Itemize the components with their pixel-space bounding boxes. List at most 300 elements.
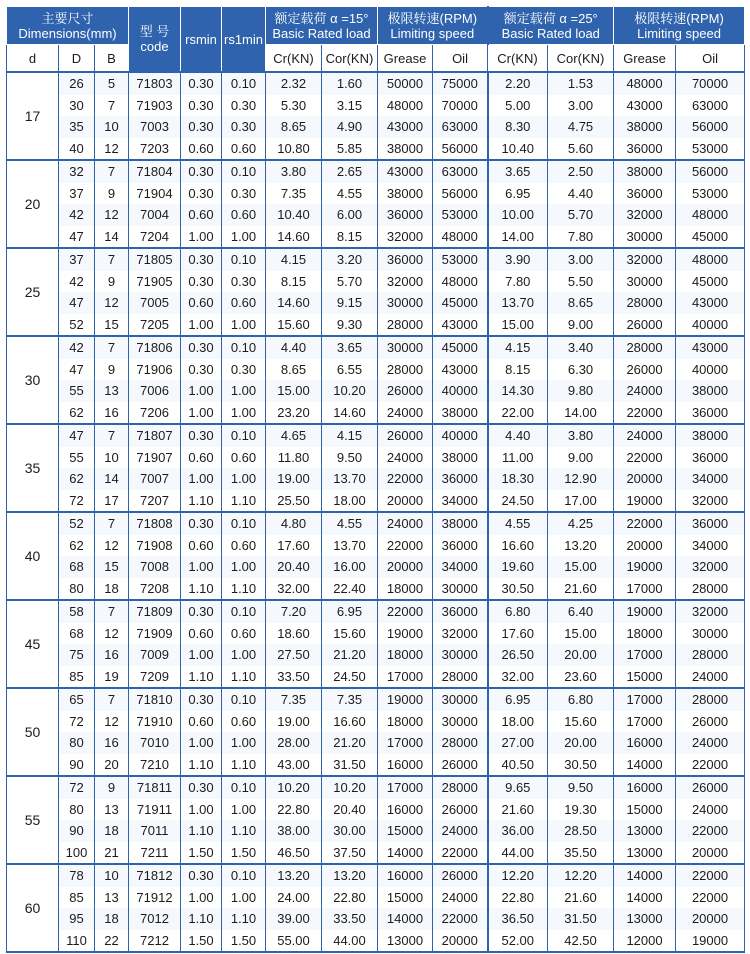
cr-15-cell: 25.50: [266, 490, 322, 513]
oil-25-cell: 36000: [676, 402, 745, 425]
grease-15-cell: 32000: [378, 271, 433, 293]
bore-d-header: d: [7, 45, 59, 73]
rsmin-cell: 0.30: [181, 248, 222, 271]
rs1min-cell: 1.00: [222, 402, 266, 425]
rsmin-cell: 1.00: [181, 732, 222, 754]
grease-25-cell: 32000: [614, 204, 676, 226]
rsmin-cell: 0.30: [181, 116, 222, 138]
oil-15-cell: 26000: [433, 799, 488, 821]
cor-25-cell: 21.60: [548, 887, 614, 909]
cor-25-cell: 9.00: [548, 314, 614, 337]
bore-d-cell: 60: [7, 864, 59, 952]
rsmin-cell: 1.00: [181, 226, 222, 249]
width-B-cell: 7: [95, 688, 129, 711]
rsmin-cell: 1.00: [181, 402, 222, 425]
outer-D-cell: 65: [59, 688, 95, 711]
cr-15-cell: 39.00: [266, 908, 322, 930]
cor-25-cell: 12.20: [548, 864, 614, 887]
table-row: [7, 556, 745, 578]
cr-25-cell: 5.00: [488, 95, 548, 117]
grease-25-cell: 19000: [614, 490, 676, 513]
cr-15-cell: 18.60: [266, 623, 322, 645]
rsmin-cell: 0.30: [181, 359, 222, 381]
cr-25-cell: 10.00: [488, 204, 548, 226]
grease-25-cell: 43000: [614, 95, 676, 117]
cor-25-cell: 14.00: [548, 402, 614, 425]
table-row: [7, 887, 745, 909]
cr-25-cell: 27.00: [488, 732, 548, 754]
cor-25-cell: 15.00: [548, 623, 614, 645]
cr-15-cell: 8.65: [266, 359, 322, 381]
grease-25-cell: 22000: [614, 402, 676, 425]
cr-25-cell: 21.60: [488, 799, 548, 821]
table-row: [7, 292, 745, 314]
cor-25-cell: 30.50: [548, 754, 614, 777]
cor-15-cell: 9.50: [322, 447, 378, 469]
width-B-cell: 18: [95, 908, 129, 930]
cr-15-cell: 17.60: [266, 535, 322, 557]
cor-25-cell: 3.80: [548, 424, 614, 447]
table-row: [7, 864, 745, 887]
bore-d-cell: 40: [7, 512, 59, 600]
outer-D-cell: 78: [59, 864, 95, 887]
cor-15-cell: 33.50: [322, 908, 378, 930]
table-row: [7, 424, 745, 447]
cor-15-cell: 4.55: [322, 512, 378, 535]
width-B-cell: 9: [95, 183, 129, 205]
oil-15-cell: 56000: [433, 138, 488, 161]
rs1min-cell: 1.00: [222, 887, 266, 909]
oil-15-cell: 34000: [433, 490, 488, 513]
rs1min-cell: 0.10: [222, 688, 266, 711]
code-cell: 7210: [129, 754, 181, 777]
oil-25-cell: 20000: [676, 842, 745, 865]
outer-D-cell: 47: [59, 359, 95, 381]
width-B-cell: 16: [95, 402, 129, 425]
table-row: [7, 468, 745, 490]
outer-D-cell: 72: [59, 711, 95, 733]
rsmin-cell: 1.00: [181, 887, 222, 909]
grease-15-cell: 17000: [378, 776, 433, 799]
rated-load-25-cn: 额定载荷 α =25°: [503, 10, 598, 26]
grease-25-cell: 22000: [614, 447, 676, 469]
rs1min-cell: 0.60: [222, 535, 266, 557]
width-B-cell: 10: [95, 447, 129, 469]
cr-15-cell: 33.50: [266, 666, 322, 689]
cor-25-cell: 12.90: [548, 468, 614, 490]
width-B-cell: 7: [95, 95, 129, 117]
code-cell: 7011: [129, 820, 181, 842]
width-B-cell: 7: [95, 512, 129, 535]
code-cell: 71911: [129, 799, 181, 821]
oil-15-cell: 30000: [433, 578, 488, 601]
width-B-cell: 7: [95, 424, 129, 447]
table-row: [7, 930, 745, 953]
outer-D-cell: 42: [59, 271, 95, 293]
rs1min-cell: 0.10: [222, 424, 266, 447]
code-cell: 7204: [129, 226, 181, 249]
grease-15-cell: 36000: [378, 204, 433, 226]
cr-15-cell: 4.80: [266, 512, 322, 535]
table-body: [7, 72, 745, 952]
oil-25-cell: 22000: [676, 754, 745, 777]
width-B-header: B: [95, 45, 129, 73]
width-B-cell: 7: [95, 160, 129, 183]
oil-15-cell: 26000: [433, 754, 488, 777]
oil-15-cell: 38000: [433, 512, 488, 535]
grease-25-cell: 38000: [614, 116, 676, 138]
oil-25-cell: 48000: [676, 248, 745, 271]
grease-15-cell: 38000: [378, 183, 433, 205]
outer-D-cell: 40: [59, 138, 95, 161]
oil-25-cell: 22000: [676, 820, 745, 842]
oil-15-cell: 48000: [433, 226, 488, 249]
rsmin-cell: 0.30: [181, 512, 222, 535]
cr-25-cell: 52.00: [488, 930, 548, 953]
table-row: [7, 512, 745, 535]
table-row: [7, 711, 745, 733]
rsmin-cell: 1.00: [181, 380, 222, 402]
code-cell: 7003: [129, 116, 181, 138]
cor-15-cell: 4.55: [322, 183, 378, 205]
grease-15-cell: 18000: [378, 644, 433, 666]
width-B-cell: 9: [95, 776, 129, 799]
cr-25-cell: 14.30: [488, 380, 548, 402]
rsmin-cell: 0.30: [181, 776, 222, 799]
outer-D-cell: 68: [59, 623, 95, 645]
cr-25-cell: 8.15: [488, 359, 548, 381]
oil-25-cell: 34000: [676, 468, 745, 490]
width-B-cell: 14: [95, 468, 129, 490]
width-B-cell: 13: [95, 380, 129, 402]
cor-15-cell: 18.00: [322, 490, 378, 513]
grease-15-cell: 19000: [378, 688, 433, 711]
cr-25-cell: 9.65: [488, 776, 548, 799]
oil-25-cell: 36000: [676, 447, 745, 469]
cr-25-cell: 19.60: [488, 556, 548, 578]
code-cell: 71904: [129, 183, 181, 205]
grease-15-cell: 20000: [378, 490, 433, 513]
dimensions-header-en: Dimensions(mm): [18, 25, 117, 41]
rsmin-cell: 1.00: [181, 314, 222, 337]
rs1min-cell: 0.30: [222, 183, 266, 205]
width-B-cell: 18: [95, 578, 129, 601]
cor-15-cell: 9.30: [322, 314, 378, 337]
cor-15-cell: 13.20: [322, 864, 378, 887]
code-cell: 71907: [129, 447, 181, 469]
rs1min-cell: 1.50: [222, 842, 266, 865]
grease-25-cell: 24000: [614, 380, 676, 402]
rs1min-cell: 1.00: [222, 468, 266, 490]
grease-15-cell: 13000: [378, 930, 433, 953]
table-row: [7, 754, 745, 777]
cor-25-cell: 4.25: [548, 512, 614, 535]
cr-15-cell: 2.32: [266, 72, 322, 95]
cr-25-cell: 44.00: [488, 842, 548, 865]
rs1min-cell: 0.30: [222, 116, 266, 138]
cor-25-cell: 23.60: [548, 666, 614, 689]
grease-25-cell: 36000: [614, 183, 676, 205]
oil-15-cell: 70000: [433, 95, 488, 117]
width-B-cell: 19: [95, 666, 129, 689]
rated-load-25-header: [488, 7, 614, 45]
cr-25-cell: 4.40: [488, 424, 548, 447]
bore-d-cell: 55: [7, 776, 59, 864]
oil-25-cell: 53000: [676, 138, 745, 161]
cr-15-cell: 22.80: [266, 799, 322, 821]
grease-25-cell: 24000: [614, 424, 676, 447]
cor-15-cell: 30.00: [322, 820, 378, 842]
code-cell: 7012: [129, 908, 181, 930]
cr-25-cell: 4.55: [488, 512, 548, 535]
rs1min-cell: 1.00: [222, 799, 266, 821]
rsmin-cell: 1.00: [181, 556, 222, 578]
cor-25-cell: 5.50: [548, 271, 614, 293]
cr-15-cell: 15.00: [266, 380, 322, 402]
oil-25-cell: 26000: [676, 711, 745, 733]
cr-25-cell: 6.95: [488, 688, 548, 711]
oil-15-cell: 34000: [433, 556, 488, 578]
table-row: [7, 336, 745, 359]
cr-25-cell: 13.70: [488, 292, 548, 314]
grease-15-cell: 19000: [378, 623, 433, 645]
outer-D-cell: 37: [59, 183, 95, 205]
oil-25-cell: 32000: [676, 490, 745, 513]
cor-15-cell: 5.70: [322, 271, 378, 293]
cor-25-cell: 5.70: [548, 204, 614, 226]
table-row: [7, 666, 745, 689]
rated-load-15-header: [266, 7, 378, 45]
outer-D-cell: 26: [59, 72, 95, 95]
grease-25-cell: 26000: [614, 359, 676, 381]
width-B-cell: 12: [95, 292, 129, 314]
grease-15-cell: 28000: [378, 314, 433, 337]
cor-15-cell: 1.60: [322, 72, 378, 95]
table-row: [7, 359, 745, 381]
oil-15-cell: 20000: [433, 930, 488, 953]
oil-25-cell: 56000: [676, 160, 745, 183]
oil-15-cell: 36000: [433, 468, 488, 490]
cr-15-cell: 32.00: [266, 578, 322, 601]
code-cell: 7009: [129, 644, 181, 666]
rs1min-cell: 0.60: [222, 292, 266, 314]
cor-15-cell: 13.70: [322, 468, 378, 490]
grease-15-cell: 36000: [378, 248, 433, 271]
grease-15-cell: 15000: [378, 887, 433, 909]
table-row: [7, 490, 745, 513]
grease-15-cell: 16000: [378, 754, 433, 777]
code-header-cn: 型 号: [139, 24, 170, 39]
cor-15-cell: 3.15: [322, 95, 378, 117]
cr-25-cell: 18.30: [488, 468, 548, 490]
cor-15-cell: 14.60: [322, 402, 378, 425]
grease-15-cell: 22000: [378, 600, 433, 623]
oil-25-cell: 32000: [676, 556, 745, 578]
code-cell: 71804: [129, 160, 181, 183]
rs1min-cell: 0.10: [222, 160, 266, 183]
rs1min-cell: 1.10: [222, 578, 266, 601]
rs1min-cell: 0.10: [222, 72, 266, 95]
cor-15-cell: 5.85: [322, 138, 378, 161]
grease-15-cell: 32000: [378, 226, 433, 249]
cr-25-cell: 22.00: [488, 402, 548, 425]
outer-D-cell: 100: [59, 842, 95, 865]
width-B-cell: 10: [95, 864, 129, 887]
code-cell: 7209: [129, 666, 181, 689]
grease-15-cell: 17000: [378, 666, 433, 689]
outer-D-cell: 42: [59, 204, 95, 226]
cr-15-cell: 10.80: [266, 138, 322, 161]
grease-15-cell: 24000: [378, 402, 433, 425]
code-cell: 71912: [129, 887, 181, 909]
outer-D-cell: 62: [59, 402, 95, 425]
outer-D-cell: 72: [59, 490, 95, 513]
oil-15-cell: 36000: [433, 535, 488, 557]
table-row: [7, 799, 745, 821]
code-header: [129, 7, 181, 73]
oil-25-cell: 28000: [676, 578, 745, 601]
oil-15-cell: 28000: [433, 776, 488, 799]
table-row: [7, 226, 745, 249]
grease-15-cell: 28000: [378, 359, 433, 381]
grease-25-cell: 48000: [614, 72, 676, 95]
rsmin-cell: 0.30: [181, 336, 222, 359]
table-row: [7, 908, 745, 930]
cr-15-cell: 46.50: [266, 842, 322, 865]
width-B-cell: 15: [95, 314, 129, 337]
cr-15-cell: 43.00: [266, 754, 322, 777]
code-header-en: code: [140, 39, 169, 54]
grease-25-cell: 15000: [614, 799, 676, 821]
bore-d-cell: 20: [7, 160, 59, 248]
cr-15-cell: 4.15: [266, 248, 322, 271]
outer-D-cell: 58: [59, 600, 95, 623]
cor-25-cell: 31.50: [548, 908, 614, 930]
rs1min-cell: 1.50: [222, 930, 266, 953]
oil-15-cell: 28000: [433, 666, 488, 689]
bore-d-cell: 50: [7, 688, 59, 776]
grease-25-cell: 19000: [614, 556, 676, 578]
width-B-cell: 9: [95, 359, 129, 381]
grease-15-cell: 26000: [378, 380, 433, 402]
cr-15-cell: 7.35: [266, 183, 322, 205]
cor-25-cell: 17.00: [548, 490, 614, 513]
rsmin-cell: 1.10: [181, 490, 222, 513]
cor-15-cell: 22.40: [322, 578, 378, 601]
table-row: [7, 116, 745, 138]
rated-load-15-en: Basic Rated load: [272, 25, 371, 41]
grease-25-cell: 38000: [614, 160, 676, 183]
grease-25-cell: 30000: [614, 226, 676, 249]
grease-25-cell: 12000: [614, 930, 676, 953]
rs1min-header: rs1min: [222, 7, 266, 73]
cor-25-cell: 3.00: [548, 95, 614, 117]
cr-25-cell: 30.50: [488, 578, 548, 601]
cr-25-cell: 40.50: [488, 754, 548, 777]
dimensions-header: [7, 7, 129, 45]
outer-D-cell: 95: [59, 908, 95, 930]
grease-25-cell: 18000: [614, 623, 676, 645]
grease-25-cell: 17000: [614, 688, 676, 711]
code-cell: 7203: [129, 138, 181, 161]
rsmin-cell: 0.30: [181, 183, 222, 205]
grease-25-cell: 28000: [614, 336, 676, 359]
cor-15-cell: 21.20: [322, 644, 378, 666]
cor-25-cell: 2.50: [548, 160, 614, 183]
rs1min-cell: 0.60: [222, 447, 266, 469]
grease-25-cell: 14000: [614, 754, 676, 777]
limiting-speed-15-en: Limiting speed: [390, 25, 475, 41]
oil-15-cell: 63000: [433, 116, 488, 138]
cor-15-cell: 4.90: [322, 116, 378, 138]
oil-15-cell: 28000: [433, 732, 488, 754]
oil-15-header: Oil: [433, 45, 488, 73]
outer-D-cell: 90: [59, 754, 95, 777]
outer-D-cell: 80: [59, 578, 95, 601]
bearing-spec-table: [6, 6, 745, 953]
cr-25-cell: 2.20: [488, 72, 548, 95]
cr-25-header: Cr(KN): [488, 45, 548, 73]
grease-25-cell: 36000: [614, 138, 676, 161]
oil-25-cell: 28000: [676, 644, 745, 666]
rs1min-cell: 0.10: [222, 248, 266, 271]
grease-15-cell: 30000: [378, 292, 433, 314]
limiting-speed-15-cn: 极限转速(RPM): [387, 10, 478, 26]
width-B-cell: 16: [95, 732, 129, 754]
cor-15-cell: 6.00: [322, 204, 378, 226]
cr-25-cell: 14.00: [488, 226, 548, 249]
bore-d-cell: 35: [7, 424, 59, 512]
code-cell: 71805: [129, 248, 181, 271]
outer-D-cell: 47: [59, 424, 95, 447]
table-row: [7, 271, 745, 293]
grease-15-cell: 14000: [378, 908, 433, 930]
table-row: [7, 600, 745, 623]
oil-25-cell: 45000: [676, 226, 745, 249]
cor-25-cell: 8.65: [548, 292, 614, 314]
cr-15-cell: 10.40: [266, 204, 322, 226]
rs1min-cell: 1.00: [222, 644, 266, 666]
oil-15-cell: 22000: [433, 908, 488, 930]
width-B-cell: 15: [95, 556, 129, 578]
cor-25-cell: 15.00: [548, 556, 614, 578]
oil-25-cell: 24000: [676, 666, 745, 689]
code-cell: 71808: [129, 512, 181, 535]
oil-25-cell: 40000: [676, 314, 745, 337]
cor-15-cell: 4.15: [322, 424, 378, 447]
rs1min-cell: 0.30: [222, 359, 266, 381]
rsmin-cell: 0.60: [181, 204, 222, 226]
rated-load-15-cn: 额定载荷 α =15°: [274, 10, 369, 26]
width-B-cell: 12: [95, 623, 129, 645]
table-row: [7, 248, 745, 271]
code-cell: 7005: [129, 292, 181, 314]
outer-D-cell: 80: [59, 799, 95, 821]
cor-25-cell: 42.50: [548, 930, 614, 953]
cor-25-cell: 6.40: [548, 600, 614, 623]
oil-25-cell: 32000: [676, 600, 745, 623]
rsmin-cell: 1.10: [181, 666, 222, 689]
width-B-cell: 13: [95, 887, 129, 909]
code-cell: 7208: [129, 578, 181, 601]
oil-15-cell: 26000: [433, 864, 488, 887]
grease-25-cell: 16000: [614, 732, 676, 754]
cr-15-cell: 8.65: [266, 116, 322, 138]
outer-D-cell: 110: [59, 930, 95, 953]
outer-D-cell: 32: [59, 160, 95, 183]
cor-25-cell: 4.40: [548, 183, 614, 205]
table-row: [7, 535, 745, 557]
